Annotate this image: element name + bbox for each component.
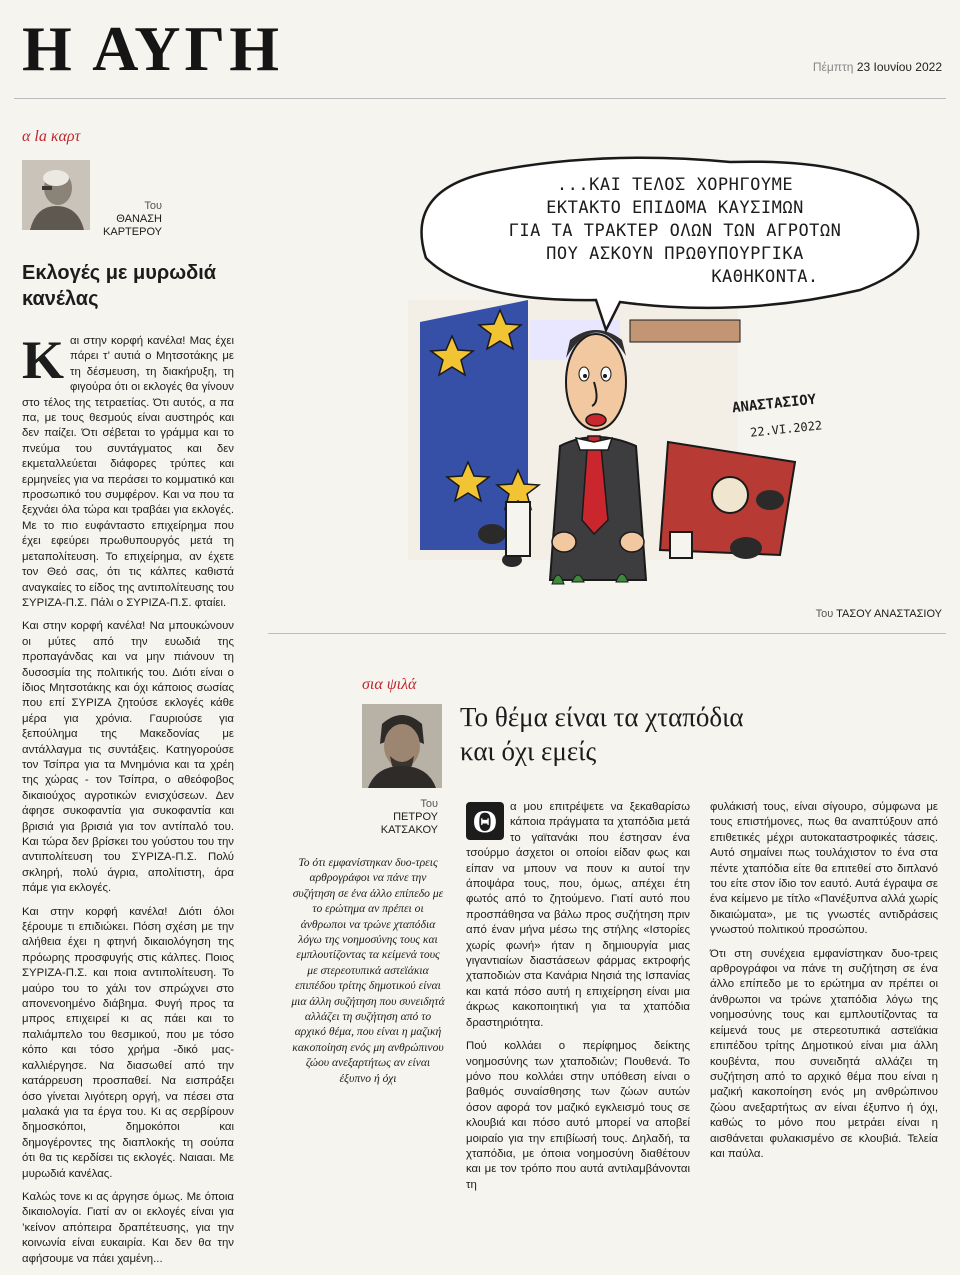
- section-divider: [268, 633, 946, 634]
- article-column-2: [710, 800, 938, 1170]
- issue-date: [813, 60, 942, 74]
- article-body-left: [22, 330, 234, 1275]
- cartoon-credit: [816, 608, 942, 620]
- article-column-1: [466, 800, 690, 1201]
- speech-line: ΚΑΘΗΚΟΝΤΑ.: [711, 267, 819, 287]
- credit-prefix: Του: [815, 608, 834, 620]
- drop-cap: Θ: [466, 802, 504, 840]
- pull-quote: Το ότι εμφανίστηκαν δυο-τρεις αρθρογράφοι να πάνε την συζήτηση σε ένα άλλο επίπεδο με το ερώτημα αν πρέπει οι άνθρωποι να τρώνε χταπόδια λόγω της νοημοσύνης τους και εμπλουτίζοντας τα κείμενά τους με στερεοτυπικά αστεϊάκια επιπέδου τρίτης δημοτικού είναι μια άλλη συζήτηση που συνειδητά αλλάζει τη συζήτηση από το αρχικό θέμα, που είναι η μαζική κακοποίηση ενός μη ανθρώπινου ζώου ανεξαρτήτως αν είναι έξυπνο ή όχι: [291, 856, 445, 1085]
- paragraph: Καλώς τονε κι ας άργησε όμως. Με όποια δικαιολογία. Γιατί αν οι εκλογές είναι για ’κείνον απόπειρα δραπέτευσης, για την κοινωνία είναι ευκαιρία. Και δεν θα την αφήσουμε να πάει χαμένη...: [22, 1190, 234, 1265]
- speech-line: ...ΚΑΙ ΤΕΛΟΣ ΧΟΡΗΓΟΥΜΕ: [556, 175, 794, 195]
- byline-prefix: Του: [420, 798, 438, 810]
- byline-prefix: Του: [144, 200, 162, 212]
- header-divider: [14, 98, 946, 99]
- issue-day: Πέμπτη: [812, 60, 854, 74]
- column-kicker-left: α la καρτ: [22, 128, 81, 145]
- author-name: ΘΑΝΑΣΗ ΚΑΡΤΕΡΟΥ: [103, 213, 162, 238]
- paragraph: Και στην κορφή κανέλα! Μας έχει πάρει τ’ αυτιά ο Μητσοτάκης με τη δέσμευση, τη διακήρυξη, τη φιγούρα ότι οι εκλογές θα γίνουν στο τέλος της τετραετίας. Ότι αυτός, α πα πα, με τους θεσμούς είναι αυστηρός και δεν παίζει. Ότι σέβεται το γράμμα και το πνεύμα του συντάγματος και δεν εκμεταλλεύεται διάφορες τρύπες και ερμηνείες για να περάσει το κομματικό και προσωπικό του συμφέρον. Και να που τα ξεχνάει όλα τώρα και τραβάει για εκλογές. Με το πιο ευφάνταστο επιχείρημα που έχει εφεύρει πρωθυπουργός μετά τη μεταπολίτευση. Το επιχείρημα, αν έχετε τον Θεό σας, ότι τις κάλπες καθιστά αναγκαίες το είδος της αντιπολίτευσης του ΣΥΡΙΖΑ-Π.Σ. Πάλι ο ΣΥΡΙΖΑ-Π.Σ. φταίει.: [22, 330, 234, 609]
- title-line: και όχι εμείς: [460, 736, 597, 766]
- paragraph: φυλάκισή τους, είναι σίγουρο, σύμφωνα με τους επιστήμονες, πως θα αναπτύξουν από επιθετικές μέχρι αυτοκαταστροφικές τάσεις. Αυτό σημαίνει πως τουλάχιστον το ένα στα πέντε χταπόδια είτε θα επιτεθεί στο διπλανό του είτε στον ίδιο τον εαυτό. Αυτά έγραψα σε ένα κείμενο με τίτλο «Πανέξυπνα αλλά χωρίς δικαιώματα», με τις γνωστές αντιδράσεις γνωστού πολιτικού προσώπου.: [710, 801, 938, 937]
- issue-date-value: 23 Ιουνίου 2022: [856, 60, 942, 74]
- drop-cap: Κ: [22, 330, 65, 390]
- speech-text: [440, 174, 910, 289]
- author-name: ΠΕΤΡΟΥ ΚΑΤΣΑΚΟΥ: [380, 811, 438, 836]
- paragraph: Ότι στη συνέχεια εμφανίστηκαν δυο-τρεις αρθρογράφοι να πάνε τη συζήτηση σε ένα άλλο επίπεδο με το ερώτημα αν πρέπει οι άνθρωποι να τρώνε χταπόδια λόγω της νοημοσύνης τους και εμπλουτίζοντας τα κείμενά τους με στερεοτυπικά αστεϊάκια επιπέδου τρίτης Δημοτικού είναι μια άλλη κουβέντα, που συνειδητά αλλάζει τη συζήτηση από το αρχικό θέμα που είναι η μαζική κακοποίηση ενός μη ανθρώπινου ζώου ανεξαρτήτως αν είναι έξυπνο ή όχι, καθώς το μόνο που μετράει είναι η αισθάνεται φυλακισμένο σε κλουβιά. Τελεία και παύλα.: [710, 947, 938, 1160]
- paragraph: Θ α μου επιτρέψετε να ξεκαθαρίσω κάποια πράγματα τα χταπόδια μετά το γαϊτανάκι που έστησαν ένα τσούρμο άσχετοι οι οποίοι είδαν φως και είπαν να μπουν να πουν κι αυτοί την άποψάρα τους, που, όμως, απέχει έτη φωτός από το ζητούμενο. Γιατί αυτό που προσπάθησα να βάλω προς συζήτηση πριν από έναν μήνα μέσω της στήλης «Ιστορίες χωρίς φωνή» ήταν η δημιουργία μιας γιγαντιαίων διαστάσεων φάρμας εκτροφής χταποδιών στα Κανάρια Νησιά της Ισπανίας και κατά πόσο αυτή η επιχείρηση είναι μια άκρως κακοποιητική για τα χταπόδια δραστηριότητα.: [466, 801, 690, 1029]
- article-title-right: [460, 700, 900, 768]
- portrait-icon: [362, 704, 442, 788]
- cartoonist-signature: ΑΝΑΣΤΑΣΙΟΥ: [731, 391, 817, 417]
- speech-line: ΓΙΑ ΤΑ ΤΡΑΚΤΕΡ ΟΛΩΝ ΤΩΝ ΑΓΡΟΤΩΝ: [508, 221, 842, 241]
- speech-line: ΠΟΥ ΑΣΚΟΥΝ ΠΡΩΘΥΠΟΥΡΓΙΚΑ: [546, 244, 804, 264]
- credit-name: ΤΑΣΟΥ ΑΝΑΣΤΑΣΙΟΥ: [836, 608, 942, 620]
- paragraph: Πού κολλάει ο περίφημος δείκτης νοημοσύνης των χταποδιών; Πουθενά. Το μόνο που κολλάει στην υπόθεση είναι ο βαθμός συναίσθησης των ζώων αυτών όσον αφορά τον μαζικό εγκλεισμό τους σε κλουβιά και πόσο αυτό μπορεί να αποβεί μοιραίο για την επιβίωσή τους. Δηλαδή, τα χταπόδια, με όποια νοημοσύνη διαθέτουν και με τον τρόπο που αυτά αντιλαμβάνονται τη: [466, 1040, 690, 1191]
- author-byline-left: [96, 200, 162, 239]
- author-photo-kartero: [22, 160, 90, 230]
- paragraph: Και στην κορφή κανέλα! Διότι όλοι ξέρουμε τι επιδιώκει. Πόση σχέση με την αλήθεια έχει η φτηνή δικαιολόγηση της πρόωρης προσφυγής στις κάλπες. Ποιος ΣΥΡΙΖΑ-Π.Σ. και ποια αντιπολίτευση. Το μαύρο του το χάλι τον σπρώχνει στο απονενοημένο διάβημα. Φυγή προς τα μπρος επιχειρεί κι ας πάει και το παλιάμπελο του θεσμικού, που με τόσο κόπο και τόσο χρήμα -δικό μας- καλλιέργησε. Να διασωθεί από την κατάρρευση προσπαθεί. Να εισπράξει όσο γίνεται λιγότερη οργή, να πέσει στα μαλακά για τα έργα του. Κι ας σερβίρουν δημοσκόποι, δημοκόποι και δημογέροντες της διαπλοκής τη σούπα ότι θα τις κερδίσει τις εκλογές. Ναιααι. Με μυρωδιά κανέλας.: [22, 905, 234, 1180]
- author-byline-right: [372, 798, 438, 837]
- political-cartoon: [400, 150, 940, 598]
- author-photo-katsakos: [362, 704, 442, 788]
- title-line: Το θέμα είναι τα χταπόδια: [460, 702, 744, 732]
- speech-line: ΕΚΤΑΚΤΟ ΕΠΙΔΟΜΑ ΚΑΥΣΙΜΩΝ: [546, 198, 804, 218]
- article-title-left: Εκλογές με μυρωδιά κανέλας: [22, 262, 217, 310]
- cartoon-date: 22.VI.2022: [749, 418, 823, 440]
- column-kicker-right: σια ψιλά: [362, 676, 417, 693]
- paragraph: Και στην κορφή κανέλα! Να μπουκώνουν οι μύτες από την ευωδιά της προπαγάνδας και να μην πιάνουν τη δυσοσμία της πολιτικής του. Διότι είναι ο ίδιος Μητσοτάκης και όχι κάποιος σωσίας που επί ΣΥΡΙΖΑ ζητούσε εκλογές κάθε μέρα για χρόνια. Γαυριούσε για ξεπούλημα της Μακεδονίας με αντάλλαγμα τις συντάξεις. Κατηγορούσε τον Τσίπρα για τα Μνημόνια και τα χρέη της χώρας - τον Τσίπρα, ο αθεόφοβος δικαιούχος αγροτικών ενισχύσεων. Δεν άφησε συκοφαντία για συκοφαντία και βρισιά για βρισιά για τον αντίπαλό του. Και τώρα δεν βρίσκει του γούστου του την αντιπολίτευση του ΣΥΡΙΖΑ-Π.Σ. Πολύ σκληρή, πολύ άγρια, απολίτιστη, άρα πάμε για εκλογές.: [22, 620, 234, 895]
- portrait-icon: [22, 160, 90, 230]
- masthead: Η ΑΥΓΗ: [22, 13, 283, 84]
